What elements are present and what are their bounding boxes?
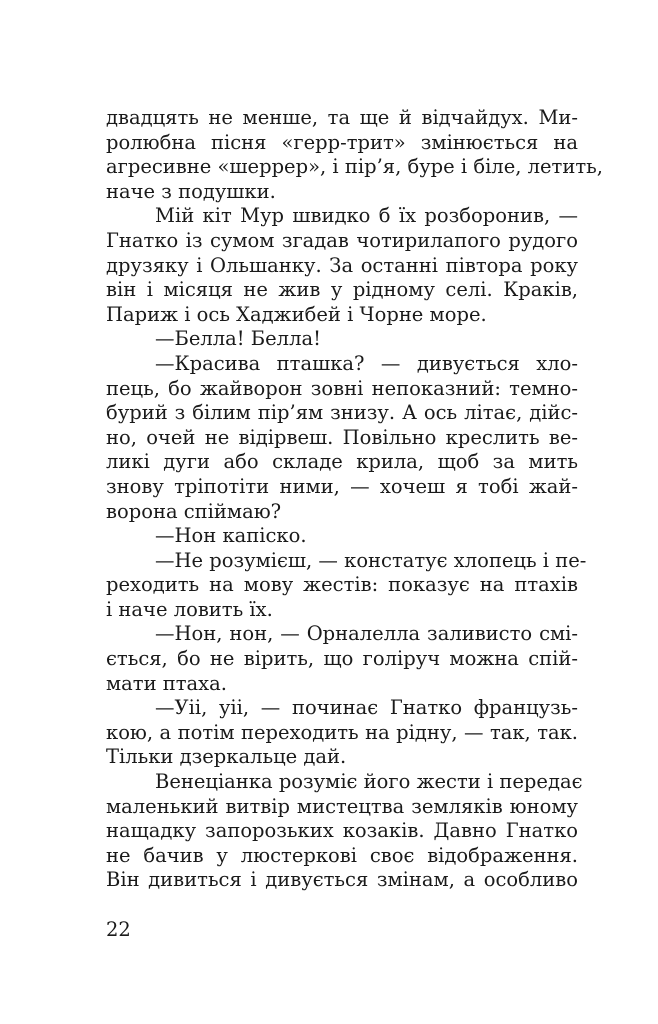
text-line: —Красива пташка? — дивується хло-: [155, 351, 578, 375]
text-line: Тільки дзеркальце дай.: [106, 745, 347, 769]
text-line: ролюбна пісня «герр-трит» змінюється на: [106, 130, 578, 154]
text-line: но, очей не відірвеш. Повільно креслить ве-: [106, 425, 578, 449]
text-line: і наче ловить їх.: [106, 597, 273, 621]
text-line: Мій кіт Мур швидко б їх розборонив, —: [155, 204, 578, 228]
text-line: реходить на мову жестів: показує на птахів: [106, 573, 578, 597]
text-line: він і місяця не жив у рідному селі. Краків,: [106, 278, 578, 302]
text-line: бурий з білим пір’ям знизу. А ось літає, дійс-: [106, 401, 578, 425]
text-line: —Не розумієш, — констатує хлопець і пе-: [155, 548, 587, 572]
text-line: знову тріпотіти ними, — хочеш я тобі жай-: [106, 474, 578, 498]
text-line: Гнатко із сумом згадав чотирилапого рудого: [106, 228, 578, 252]
text-line: кою, а потім переходить на рідну, — так, так.: [106, 720, 578, 744]
text-line: нащадку запорозьких козаків. Давно Гнатко: [106, 819, 578, 843]
text-line: мати птаха.: [106, 671, 228, 695]
text-line: —Уіі, уіі, — починає Гнатко французь-: [155, 696, 578, 720]
text-line: —Белла! Белла!: [155, 327, 321, 351]
text-line: пець, бо жайворон зовні непоказний: темно-: [106, 376, 578, 400]
text-line: маленький витвір мистецтва земляків юному: [106, 794, 578, 818]
page-number: 22: [106, 918, 131, 941]
text-line: двадцять не менше, та ще й відчайдух. Ми-: [106, 106, 578, 129]
text-line: ється, бо не вірить, що голіруч можна спій-: [106, 647, 578, 671]
text-line: не бачив у люстеркові своє відображення.: [106, 843, 578, 867]
text-line: Він дивиться і дивується змінам, а особливо: [106, 868, 578, 892]
text-line: —Нон, нон, — Орналелла заливисто смі-: [155, 622, 578, 646]
text-line: —Нон капіско.: [155, 524, 307, 548]
text-line: друзяку і Ольшанку. За останні півтора року: [106, 253, 578, 277]
text-line: агресивне «шеррер», і пір’я, буре і біле, летить,: [106, 155, 603, 179]
text-line: ворона спіймаю?: [106, 499, 282, 523]
text-line: наче з подушки.: [106, 179, 276, 203]
text-line: Париж і ось Хаджибей і Чорне море.: [106, 302, 487, 326]
text-line: Венеціанка розуміє його жести і передає: [155, 770, 583, 794]
body-text: [106, 106, 603, 893]
text-line: ликі дуги або складе крила, щоб за мить: [106, 450, 578, 474]
